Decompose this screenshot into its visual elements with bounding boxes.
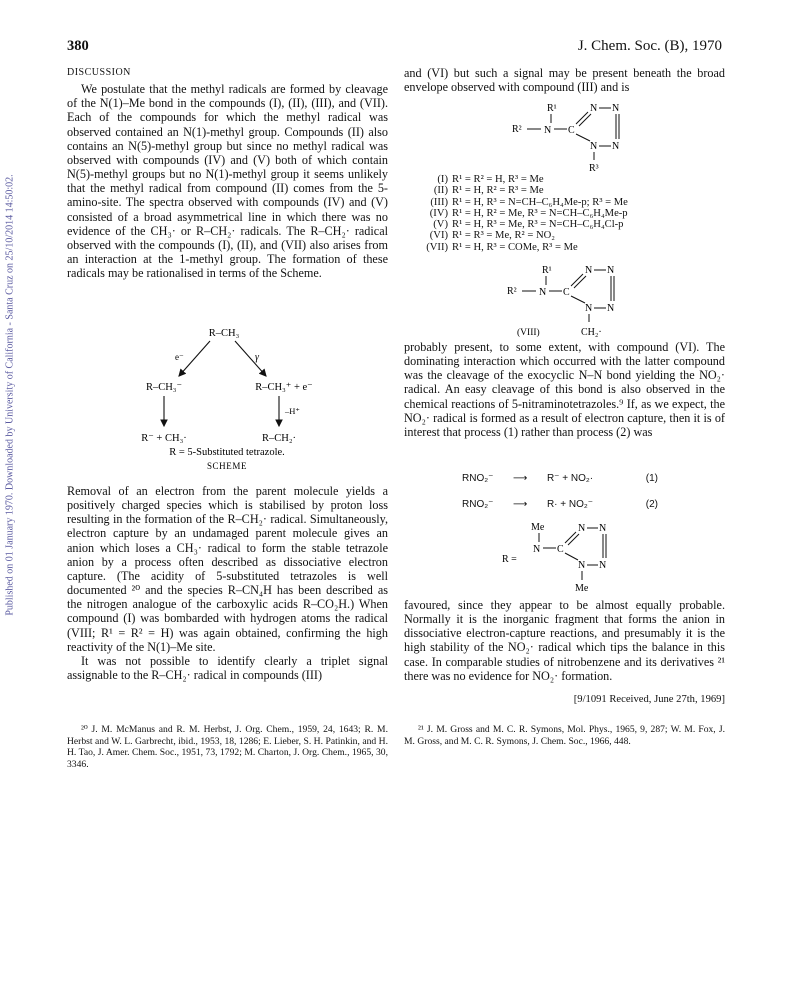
section-heading: DISCUSSION [67, 67, 131, 78]
n1: N [585, 303, 593, 314]
compound-row [420, 219, 628, 230]
reaction-arrow: ⟶ [513, 499, 528, 510]
compound-row [420, 174, 628, 185]
r3-label: R³ [589, 163, 599, 174]
compound-row [420, 185, 628, 196]
c5: C [557, 544, 564, 555]
n4: N [585, 265, 593, 276]
discussion-paragraph-3: It was not possible to identify clearly a triplet signal assignable to the R–CH₂· radical in compounds (III) [67, 653, 388, 683]
compound-row [420, 230, 628, 241]
tetrazole-structure-r [500, 518, 620, 596]
scheme-top: R–CH₃ [208, 328, 240, 339]
right-paragraph-top: and (VI) but such a signal may be present beneath the broad envelope observed with compound (III) and is [404, 66, 725, 95]
right-column-bottom [404, 598, 725, 683]
download-stamp-text: Published on 01 January 1970. Downloaded by University of California - Santa Cruz on 25/10/2014 14:50:02. [4, 174, 16, 616]
compound-row [420, 208, 628, 219]
methyl-top: Me [531, 522, 545, 533]
reaction-number: (1) [645, 473, 658, 484]
right-paragraph-mid: probably present, to some extent, with compound (VI). The dominating interaction which occurred with the latter compound was the cleavage of the exocyclic N–N bond yielding the NO₂· radical. An easy cleavage of this bond is also observed in the chemical reactions of 5-nitraminotetrazoles.⁹ If, as we expect, the NO₂· radical is formed as a result of electron capture, then it is of interest that process (1) rather than process (2) was [404, 340, 725, 439]
compound-label: (III) [430, 196, 448, 208]
r1-label: R¹ [547, 103, 557, 114]
n3: N [612, 103, 620, 114]
journal-header: J. Chem. Soc. (B), 1970 [577, 38, 722, 54]
n-amino: N [539, 287, 547, 298]
n2: N [607, 303, 615, 314]
n1: N [578, 560, 586, 571]
discussion-paragraph-1: We postulate that the methyl radicals are formed by cleavage of the N(1)–Me bond in the compounds (I), (II), (III), and (VII). Each of the compounds for which the methyl radical was observed contained an N(1)-methyl group. Compounds (II) also contains an N(5)-methyl group but since no methyl radical was observed with compounds (IV) and (V) both of which contain N(5)-methyl groups but no N(1)-methyl group it seems unlikely that the methyl radical from compound (II) comes from the 5-amino-site. The spectra observed with compounds (IV) and (V) consisted of a broad asymmetrical line in which there was no evidence of the CH₃· or R–CH₂· radicals. The R–CH₂· radical observed with the compounds (I), (II), and (VII) also arises from an interaction at the 1-methyl group. The formation of these radicals may be rationalised in terms of the Scheme. [67, 82, 388, 281]
n1: N [590, 141, 598, 152]
scheme-mid-right: R–CH₃⁺ + e⁻ [255, 382, 313, 393]
r2-label: R² [512, 124, 522, 135]
compound-label: (I) [437, 174, 448, 185]
arrow-gamma [235, 341, 266, 376]
compound-row [420, 242, 628, 253]
scheme-bottom-left: R⁻ + CH₃· [141, 433, 187, 444]
reference-21: ²¹ J. M. Gross and M. C. R. Symons, Mol. Phys., 1965, 9, 287; W. M. Fox, J. M. Gross, and M. C. R. Symons, J. Chem. Soc., 1966, 448. [404, 724, 725, 747]
reaction-2 [462, 499, 658, 510]
download-stamp [2, 150, 18, 640]
n3: N [607, 265, 615, 276]
ch2-radical: CH₂· [581, 327, 602, 338]
n-amino: N [533, 544, 541, 555]
compound-text: R¹ = H, R² = Me, R³ = N=CH–C₆H₄Me-p [452, 207, 628, 219]
structure-label-viii: (VIII) [517, 328, 540, 338]
gamma-label: γ [255, 352, 259, 363]
products: R⁻ + NO₂· [546, 473, 594, 484]
scheme-definition: R = 5-Substituted tetrazole. [169, 447, 285, 458]
right-paragraph-bottom: favoured, since they appear to be almost equally probable. Normally it is the inorganic fragment that forms the anion in dissociative electron-capture reactions, and presumably it is the high stability of the NO₂· radical which tips the balance in this case. In comparable studies of nitrobenzene and its derivatives ²¹ there was no evidence for NO₂· formation. [404, 598, 725, 683]
compound-row [420, 197, 628, 208]
right-column-top [404, 66, 725, 94]
c5: C [563, 287, 570, 298]
left-column-top [67, 66, 388, 280]
products: R· + NO₂⁻ [546, 499, 594, 510]
reactant: RNO₂⁻ [462, 473, 494, 484]
electron-label: e⁻ [175, 352, 184, 362]
r-equals: R = [502, 554, 517, 565]
received-date: [9/1091 Received, June 27th, 1969] [573, 694, 725, 705]
compound-label: (IV) [429, 207, 448, 219]
compound-text: R¹ = H, R² = R³ = Me [452, 185, 544, 197]
tetrazole-structure-general [510, 96, 630, 174]
right-references [404, 724, 725, 747]
compound-label: (II) [433, 185, 448, 197]
c5: C [568, 125, 575, 136]
compound-text: R¹ = H, R³ = COMe, R³ = Me [452, 241, 578, 253]
n2: N [599, 560, 607, 571]
n4: N [590, 103, 598, 114]
compound-text: R¹ = R² = H, R³ = Me [452, 174, 544, 185]
n4: N [578, 523, 586, 534]
compound-label: (V) [433, 219, 448, 231]
r1-label: R¹ [542, 265, 552, 276]
scheme-mid-left: R–CH₃⁻ [145, 382, 183, 393]
right-column-mid [404, 340, 725, 439]
reaction-arrow: ⟶ [513, 473, 528, 484]
reaction-1 [462, 473, 658, 484]
n3: N [599, 523, 607, 534]
r2-label: R² [507, 286, 517, 297]
discussion-paragraph-2: Removal of an electron from the parent molecule yields a positively charged species which is stabilised by proton loss resulting in the formation of the R–CH₂· radical. Simultaneously, electron capture by an undamaged parent molecule gives an anion which loses a CH₃· radical to form the stable tetrazole anion by a process often described as dissociative electron capture. (The acidity of 5-substituted tetrazoles is well documented ²⁰ and the species R–CN₄H has been described as the nitrogen analogue of the carboxylic acids R–CO₂H.) When compound (I) was bombarded with hydrogen atoms the radical (VIII; R¹ = R² = H) was again obtained, confirming the high reactivity of the N(1)–Me site. [67, 484, 388, 654]
compound-label: (VII) [426, 241, 448, 253]
compound-text: R¹ = H, R³ = Me, R³ = N=CH–C₆H₄Cl-p [452, 219, 624, 231]
compound-text: R¹ = H, R³ = N=CH–C₆H₄Me-p; R³ = Me [452, 196, 628, 208]
page-number: 380 [67, 38, 89, 54]
n-amino: N [544, 125, 552, 136]
compound-list [420, 174, 628, 253]
compound-text: R¹ = R³ = Me, R² = NO₂ [452, 230, 555, 242]
reactant: RNO₂⁻ [462, 499, 494, 510]
reaction-number: (2) [645, 499, 658, 510]
scheme-caption: SCHEME [206, 461, 248, 471]
left-column-bottom [67, 484, 388, 682]
reaction-scheme [67, 322, 388, 472]
proton-loss-label: –H⁺ [285, 406, 300, 416]
tetrazole-structure-viii [505, 258, 635, 340]
left-references [67, 724, 388, 770]
compound-label: (VI) [429, 230, 448, 242]
reference-20: ²⁰ J. M. McManus and R. M. Herbst, J. Org. Chem., 1959, 24, 1643; R. M. Herbst and W. L. Garbrecht, ibid., 1953, 18, 1286; E. Lieber, S. H. Patinkin, and H. H. Tao, J. Amer. Chem. Soc., 1951, 73, 1792; M. Charton, J. Org. Chem., 1965, 30, 3346. [67, 724, 388, 770]
scheme-bottom-right: R–CH₂· [262, 433, 296, 444]
n2: N [612, 141, 620, 152]
methyl-bottom: Me [575, 583, 589, 594]
